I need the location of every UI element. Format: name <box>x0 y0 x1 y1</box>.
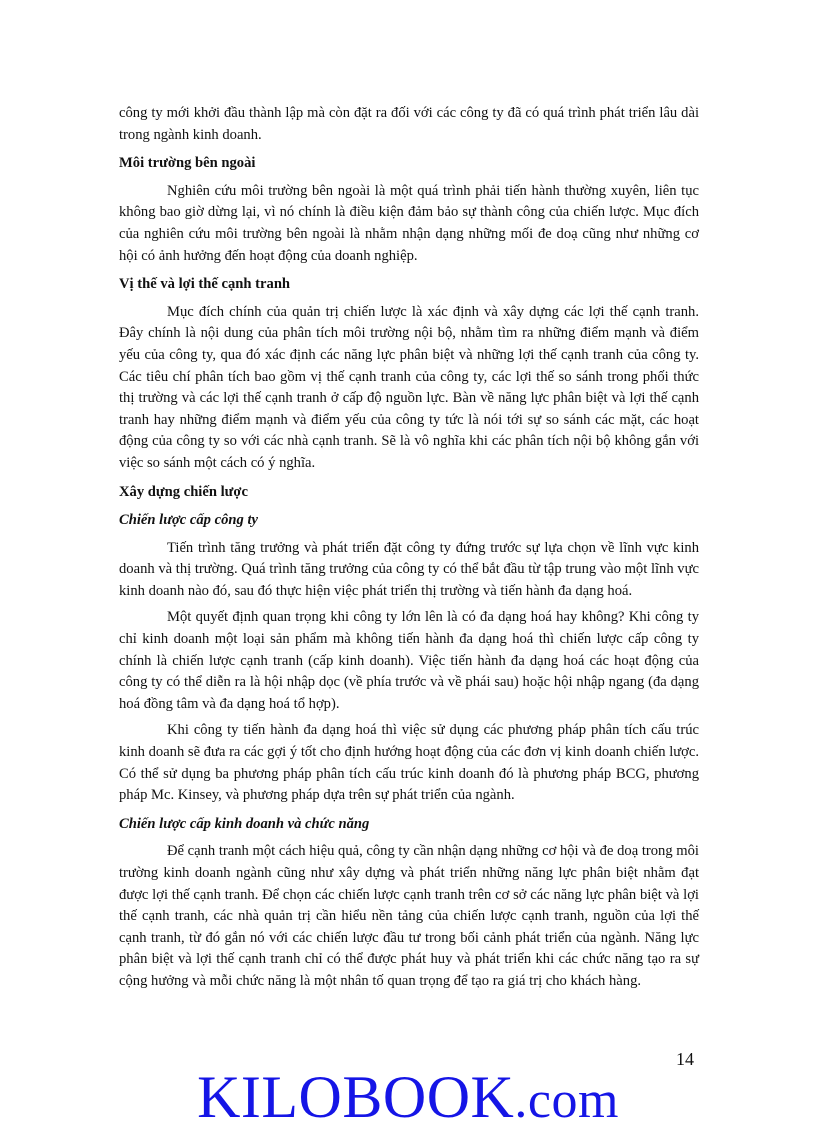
heading-competitive-position: Vị thế và lợi thế cạnh tranh <box>119 276 291 293</box>
paragraph-competitive-position: Mục đích chính của quản trị chiến lược là xác định và xây dựng các lợi thế cạnh tranh. Đây chính là nội dung của phân tích môi trường nội bộ, nhằm tìm ra những điểm mạnh và điểm yếu của công ty, qua đó xác định các năng lực phân biệt và những lợi thế cạnh tranh của công ty. Các tiêu chí phân tích bao gồm vị thế cạnh tranh của công ty, các lợi thế so sánh trong phối thức thị trường và các lợi thế cạnh tranh ở cấp độ nguồn lực. Bàn về năng lực phân biệt và lợi thế cạnh tranh hay những điểm mạnh và điểm yếu của công ty tức là nói tới sự so sánh các mặt, các hoạt động của công ty so với các nhà cạnh tranh. Sẽ là vô nghĩa khi các phân tích nội bộ không gắn với việc so sánh một cách có ý nghĩa. <box>119 303 699 471</box>
paragraph-external-environment: Nghiên cứu môi trường bên ngoài là một quá trình phải tiến hành thường xuyên, liên tục không bao giờ dừng lại, vì nó chính là điều kiện đảm bảo sự thành công của chiến lược. Mục đích của nghiên cứu môi trường bên ngoài là nhằm nhận dạng những mối đe doạ cũng như những cơ hội có ảnh hưởng đến hoạt động của doanh nghiệp. <box>119 182 699 264</box>
document-body <box>119 103 699 993</box>
heading-external-environment: Môi trường bên ngoài <box>119 155 256 172</box>
heading-corporate-strategy: Chiến lược cấp công ty <box>119 512 258 529</box>
heading-business-strategy: Chiến lược cấp kinh doanh và chức năng <box>119 815 370 832</box>
paragraph-business-strategy: Để cạnh tranh một cách hiệu quả, công ty cần nhận dạng những cơ hội và đe doạ trong môi trường kinh doanh ngành cũng như xây dựng và phát triển những năng lực phân biệt nhằm đạt được lợi thế cạnh tranh. Để chọn các chiến lược cạnh tranh trên cơ sở các năng lực phân biệt và lợi thế cạnh tranh, các nhà quản trị cần hiểu nền tảng của chiến lược cạnh tranh, nguồn của lợi thế cạnh tranh, từ đó gắn nó với các chiến lược đầu tư trong bối cảnh phát triển của ngành. Năng lực phân biệt và lợi thế cạnh tranh chỉ có thể được phát huy và phát triển khi các chức năng tạo ra sự cộng hưởng và mỗi chức năng là một nhân tố quan trọng để tạo ra giá trị cho khách hàng. <box>119 843 699 989</box>
heading-strategy-building: Xây dựng chiến lược <box>119 483 248 500</box>
watermark-suffix: .com <box>514 1072 619 1129</box>
watermark-logo <box>0 1062 816 1136</box>
paragraph-corporate-strategy-3: Khi công ty tiến hành đa dạng hoá thì việc sử dụng các phương pháp phân tích cấu trúc kinh doanh sẽ đưa ra các gợi ý tốt cho định hướng hoạt động của các đơn vị kinh doanh chiến lược. Có thể sử dụng ba phương pháp phân tích cấu trúc kinh doanh đó là phương pháp BCG, phương pháp Mc. Kinsey, và phương pháp dựa trên sự phát triển của ngành. <box>119 722 699 804</box>
paragraph-corporate-strategy-1: Tiến trình tăng trưởng và phát triển đặt công ty đứng trước sự lựa chọn về lĩnh vực kinh doanh và thị trường. Quá trình tăng trưởng của công ty có thể bắt đầu từ tập trung vào một lĩnh vực kinh doanh nào đó, sau đó thực hiện việc phát triển thị trường và tiến hành đa dạng hoá. <box>119 539 699 599</box>
paragraph-corporate-strategy-2: Một quyết định quan trọng khi công ty lớn lên là có đa dạng hoá hay không? Khi công ty chỉ kinh doanh một loại sản phẩm mà không tiến hành đa dạng hoá thì chiến lược cấp công ty chính là chiến lược cạnh tranh (cấp kinh doanh). Việc tiến hành đa dạng hoá các hoạt động của công ty có thể diễn ra là hội nhập dọc (về phía trước và về phái sau) hoặc hội nhập ngang (đa dạng hoá đồng tâm và đa dạng hoá tổ hợp). <box>119 609 699 712</box>
page-number: 14 <box>676 1049 694 1069</box>
watermark-main: KILOBOOK <box>197 1064 515 1130</box>
paragraph-intro: công ty mới khởi đầu thành lập mà còn đặt ra đối với các công ty đã có quá trình phát triển lâu dài trong ngành kinh doanh. <box>119 105 699 143</box>
